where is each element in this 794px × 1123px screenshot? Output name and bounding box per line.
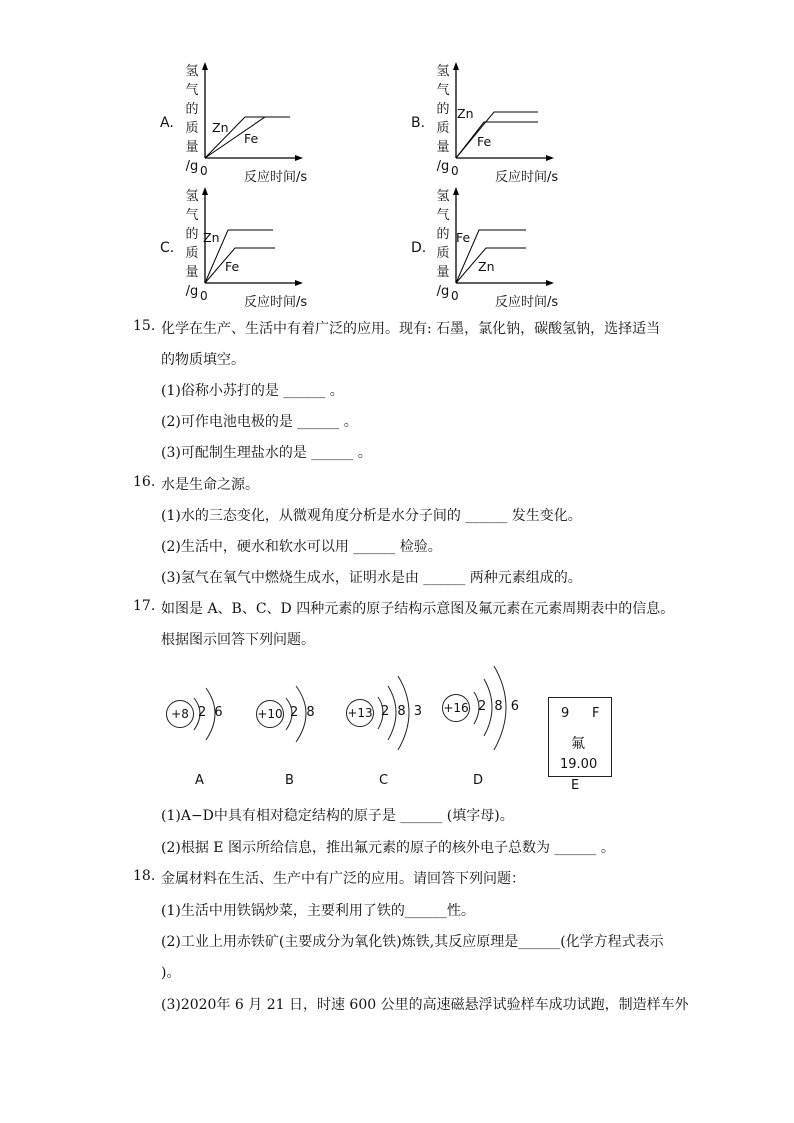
series-label-lower: Zn [478, 259, 495, 274]
question-number-15: 15. [133, 318, 156, 334]
question-16-stem: 水是生命之源。 [161, 477, 259, 493]
series-label-lower: Fe [244, 131, 259, 146]
nucleus: +10 [256, 700, 284, 728]
chart-option-b [411, 60, 611, 185]
x-axis-label: 反应时间/s [244, 170, 308, 185]
question-16-sub-3: (3)氢气在氧气中燃烧生成水，证明水是由 ______ 两种元素组成的。 [161, 570, 582, 586]
origin-label: 0 [200, 164, 208, 178]
atom-label-b: B [285, 773, 294, 788]
element-symbol: F [592, 706, 600, 721]
x-axis-label: 反应时间/s [495, 295, 559, 310]
atom-label-d: D [473, 773, 484, 788]
y-axis-label: 氢 气 的 质 量 /g [185, 64, 199, 174]
question-17-sub-2: (2)根据 E 图示所给信息，推出氟元素的原子的核外电子总数为 ______ 。 [161, 840, 615, 856]
series-line-lower [205, 248, 275, 283]
option-label: A. [160, 115, 174, 131]
electron-shells: 2 8 3 [381, 704, 425, 719]
option-label: B. [411, 115, 426, 131]
question-18-sub-2: (2)工业上用赤铁矿(主要成分为氧化铁)炼铁,其反应原理是______(化学方程式表示 [161, 934, 664, 950]
question-15-stem-cont: 的物质填空。 [161, 352, 245, 368]
question-15-sub-2: (2)可作电池电极的是 ______ 。 [161, 414, 358, 430]
element-name: 氟 [571, 736, 585, 752]
series-label-lower: Fe [225, 259, 240, 274]
nucleus: +13 [346, 699, 374, 727]
electron-shells: 2 8 [290, 705, 317, 720]
origin-label: 0 [200, 289, 208, 303]
y-axis-label: 氢 气 的 质 量 /g [185, 189, 199, 299]
option-label: D. [411, 240, 427, 256]
question-number-17: 17. [133, 598, 156, 614]
electron-shells: 2 6 [198, 705, 225, 720]
question-16-sub-2: (2)生活中，硬水和软水可以用 ______ 检验。 [161, 539, 442, 555]
chart-option-d [411, 185, 611, 310]
question-18-sub-1: (1)生活中用铁锅炒菜，主要利用了铁的______性。 [161, 903, 475, 919]
atomic-number: 9 [561, 706, 570, 721]
question-17-stem-cont: 根据图示回答下列问题。 [161, 632, 315, 648]
question-18-sub-2-cont: )。 [161, 965, 181, 981]
atom-diagram-c [346, 672, 426, 752]
nucleus: +8 [166, 700, 194, 728]
electron-shells: 2 8 6 [478, 699, 522, 714]
atom-label-c: C [379, 773, 389, 788]
origin-label: 0 [451, 289, 459, 303]
question-number-18: 18. [133, 868, 156, 884]
question-17-sub-1: (1)A−D中具有相对稳定结构的原子是 ______ (填字母)。 [161, 808, 514, 824]
series-label-upper: Zn [203, 230, 220, 245]
series-label-upper: Zn [457, 106, 474, 121]
question-18-sub-3: (3)2020年 6 月 21 日，时速 600 公里的高速磁悬浮试验样车成功试跑，制造样车外 [161, 997, 689, 1013]
chart-option-a [160, 60, 360, 185]
question-number-16: 16. [133, 474, 156, 490]
element-label-e: E [571, 778, 580, 793]
atom-diagram-d [442, 662, 522, 752]
atom-diagram-a [166, 680, 236, 750]
series-label-upper: Zn [212, 120, 229, 135]
atomic-mass: 19.00 [560, 757, 598, 772]
series-label-lower: Fe [477, 134, 492, 149]
y-axis-label: 氢 气 的 质 量 /g [436, 64, 450, 174]
x-axis-label: 反应时间/s [495, 170, 559, 185]
question-17-stem: 如图是 A、B、C、D 四种元素的原子结构示意图及氟元素在元素周期表中的信息。 [161, 601, 675, 617]
nucleus: +16 [442, 694, 470, 722]
question-15-sub-3: (3)可配制生理盐水的是 ______ 。 [161, 445, 372, 461]
chart-option-c [160, 185, 360, 310]
origin-label: 0 [451, 164, 459, 178]
option-label: C. [160, 240, 175, 256]
question-18-stem: 金属材料在生活、生产中有广泛的应用。请回答下列问题： [161, 871, 525, 887]
atom-diagram-b [256, 680, 326, 750]
periodic-table-cell [548, 697, 612, 777]
atom-label-a: A [195, 773, 204, 788]
series-line-lower [456, 122, 538, 158]
x-axis-label: 反应时间/s [244, 295, 308, 310]
y-axis-label: 氢 气 的 质 量 /g [436, 189, 450, 299]
question-15-sub-1: (1)俗称小苏打的是 ______ 。 [161, 383, 344, 399]
series-label-upper: Fe [456, 230, 471, 245]
question-15-stem: 化学在生产、生活中有着广泛的应用。现有: 石墨，氯化钠，碳酸氢钠，选择适当 [161, 321, 661, 337]
question-16-sub-1: (1)水的三态变化，从微观角度分析是水分子间的 ______ 发生变化。 [161, 508, 582, 524]
